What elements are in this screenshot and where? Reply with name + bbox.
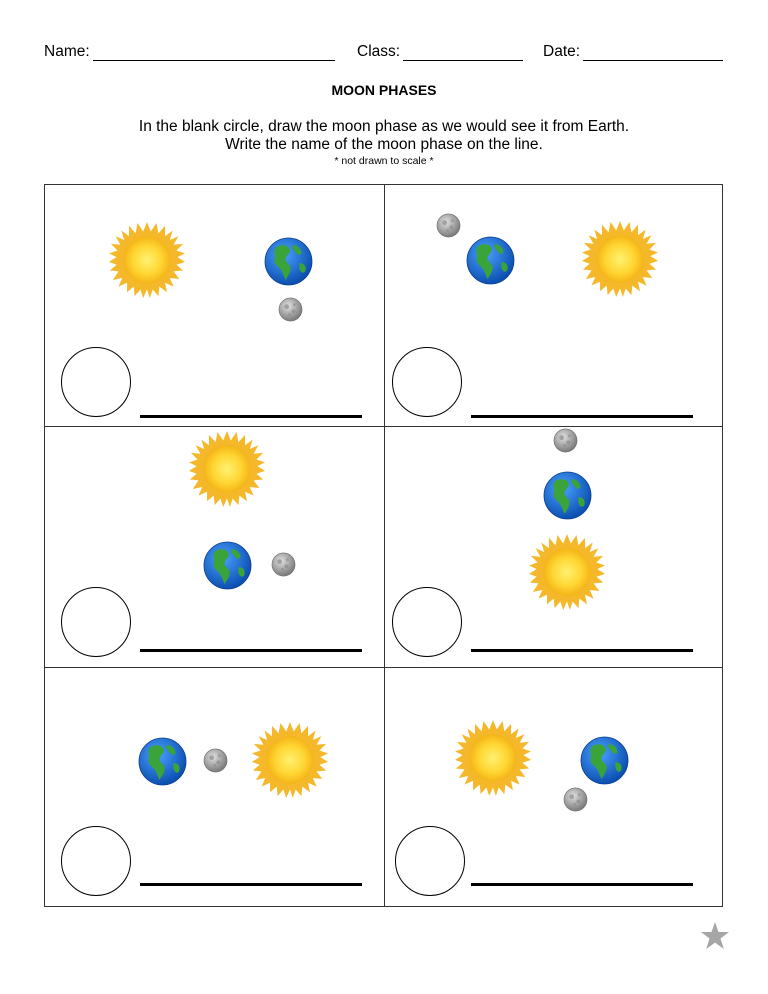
sun-icon: [189, 431, 265, 507]
earth-icon: [203, 541, 252, 590]
sun-icon: [252, 722, 328, 798]
moon-icon: [271, 552, 296, 577]
earth-icon: [543, 471, 592, 520]
star-icon: [700, 921, 730, 951]
earth-icon: [580, 736, 629, 785]
name-label: Name:: [44, 43, 90, 60]
instruction-line-1: In the blank circle, draw the moon phase as we would see it from Earth.: [138, 118, 630, 135]
phase-name-line[interactable]: [140, 649, 362, 652]
moon-phase-grid: [44, 184, 723, 907]
phase-name-line[interactable]: [471, 883, 693, 886]
phase-name-line[interactable]: [471, 649, 693, 652]
drawing-circle[interactable]: [61, 587, 131, 657]
drawing-circle[interactable]: [395, 826, 465, 896]
moon-icon: [553, 428, 578, 453]
moon-icon: [278, 297, 303, 322]
phase-name-line[interactable]: [140, 883, 362, 886]
scale-note: * not drawn to scale *: [334, 155, 434, 167]
date-label: Date:: [543, 43, 581, 60]
earth-icon: [264, 237, 313, 286]
sun-icon: [109, 222, 185, 298]
date-blank-line[interactable]: [583, 44, 723, 61]
phase-name-line[interactable]: [471, 415, 693, 418]
sun-icon: [582, 221, 658, 297]
earth-icon: [138, 737, 187, 786]
drawing-circle[interactable]: [392, 347, 462, 417]
drawing-circle[interactable]: [61, 347, 131, 417]
class-label: Class:: [357, 43, 401, 60]
panel-2: [384, 185, 723, 426]
moon-icon: [203, 748, 228, 773]
sun-icon: [455, 720, 531, 796]
sun-icon: [529, 534, 605, 610]
instruction-line-2: Write the name of the moon phase on the line.: [225, 136, 543, 153]
panel-5: [45, 667, 384, 908]
date-field[interactable]: [543, 43, 723, 61]
panel-6: [384, 667, 723, 908]
drawing-circle[interactable]: [61, 826, 131, 896]
instructions: [0, 118, 768, 154]
class-field[interactable]: [357, 43, 523, 61]
panel-4: [384, 426, 723, 667]
earth-icon: [466, 236, 515, 285]
phase-name-line[interactable]: [140, 415, 362, 418]
drawing-circle[interactable]: [392, 587, 462, 657]
moon-icon: [436, 213, 461, 238]
panel-3: [45, 426, 384, 667]
class-blank-line[interactable]: [403, 44, 523, 61]
name-blank-line[interactable]: [93, 44, 335, 61]
panel-1: [45, 185, 384, 426]
page-title: MOON PHASES: [331, 82, 437, 98]
moon-icon: [563, 787, 588, 812]
name-field[interactable]: [44, 43, 335, 61]
